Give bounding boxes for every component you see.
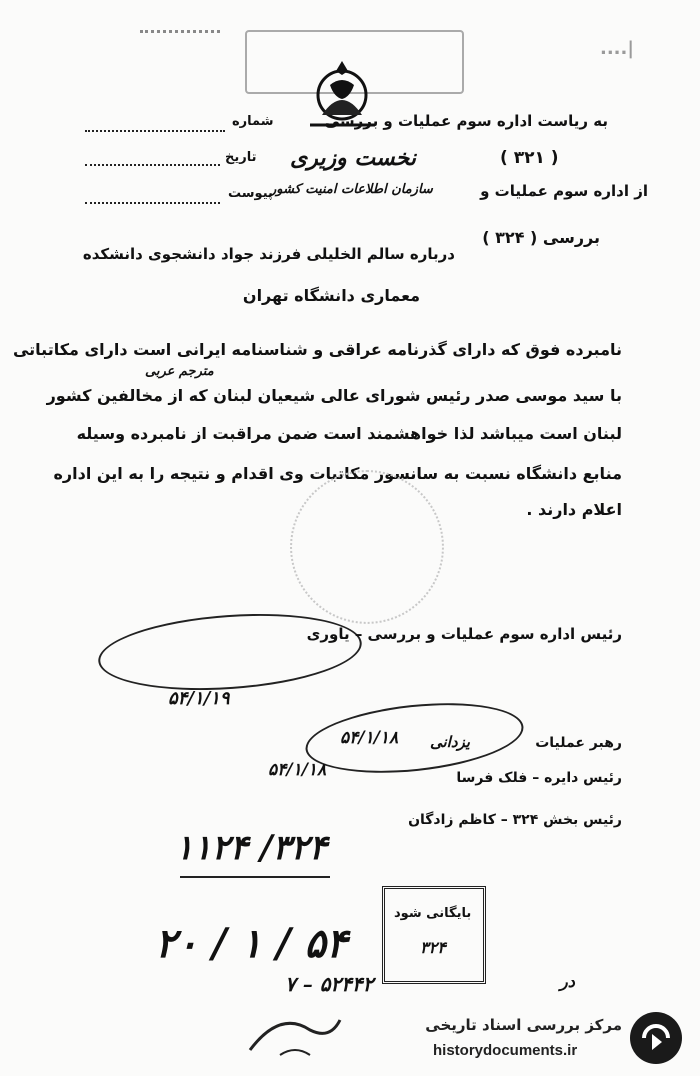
- routing-oval: [302, 694, 527, 783]
- routing-date-1: ۵۴/۱/۱۸: [340, 728, 399, 748]
- from-hand: سازمان اطلاعات امنیت کشور: [270, 182, 433, 197]
- margin-note: مترجم عربی: [145, 364, 214, 379]
- field-attachment-label: پیوست: [228, 186, 273, 201]
- top-fragment: ....|: [600, 38, 634, 59]
- handwritten-bottom-line: ۵۲۴۴۲ – ۷: [285, 972, 374, 996]
- body-line-3: لبنان است میباشد لذا خواهشمند است ضمن مراقبت از نامبرده وسیله: [76, 424, 622, 443]
- watermark-logo-mark: [638, 1020, 674, 1056]
- handwritten-ref: ۳۲۴/ ۱۱۲۴: [175, 828, 328, 868]
- archive-stamp-line-2: ۳۲۴: [420, 938, 446, 957]
- handwritten-date: ۵۴ / ۱ / ۲۰: [155, 920, 348, 967]
- field-number-label: شماره: [232, 114, 274, 129]
- handwritten-corner: در: [560, 972, 575, 991]
- subject-line-2: معماری دانشگاه تهران: [242, 286, 420, 305]
- top-blurred-stamp: [140, 30, 220, 47]
- routing-line-3: رئیس بخش ۳۲۴ – کاظم زادگان: [408, 812, 622, 828]
- archive-stamp: [382, 886, 486, 984]
- body-line-1: نامبرده فوق که دارای گذرنامه عراقی و شناسنامه ایرانی است دارای مکاتباتی: [12, 340, 622, 359]
- review-line: بررسی ( ۳۲۴ ): [482, 228, 600, 247]
- field-date-label: تاریخ: [225, 150, 257, 165]
- from-line: از اداره سوم عملیات و: [480, 182, 648, 200]
- routing-date-2: ۵۴/۱/۱۸: [268, 760, 327, 780]
- body-line-4: منابع دانشگاه نسبت به سانسور مکاتبات وی اقدام و نتیجه را به این اداره: [53, 464, 622, 483]
- to-hand: نخست وزیری: [290, 145, 416, 171]
- handwritten-ref-underline: [180, 876, 330, 878]
- bottom-scribble: [240, 1000, 350, 1060]
- signature-line: رئیس اداره سوم عملیات و بررسی – یاوری: [306, 625, 622, 643]
- routing-value-1: یزدانی: [430, 733, 470, 751]
- watermark-fa: مرکز بررسی اسناد تاریخی: [425, 1016, 622, 1034]
- archive-stamp-line-1: بایگانی شود: [394, 906, 472, 921]
- watermark-en: historydocuments.ir: [433, 1042, 578, 1059]
- number-dots: [85, 130, 225, 132]
- signature-oval: [96, 606, 365, 698]
- attachment-dots: [85, 202, 220, 204]
- routing-label-1: رهبر عملیات: [535, 735, 622, 751]
- routing-label-2: رئیس دایره – فلک فرسا: [456, 770, 622, 786]
- number-value: ( ۳۲۱ ): [500, 148, 559, 168]
- body-line-5: اعلام دارند .: [526, 500, 622, 519]
- date-dots: [85, 164, 220, 166]
- signature-date: ۵۴/۱/۱۹: [168, 688, 230, 709]
- body-line-2: با سید موسی صدر رئیس شورای عالی شیعیان لبنان که از مخالفین کشور: [46, 386, 622, 405]
- faded-seal: [290, 470, 444, 624]
- to-line: به ریاست اداره سوم عملیات و بررسی: [324, 112, 608, 130]
- subject-line-1: درباره سالم الخلیلی فرزند جواد دانشجوی دانشکده: [82, 245, 455, 263]
